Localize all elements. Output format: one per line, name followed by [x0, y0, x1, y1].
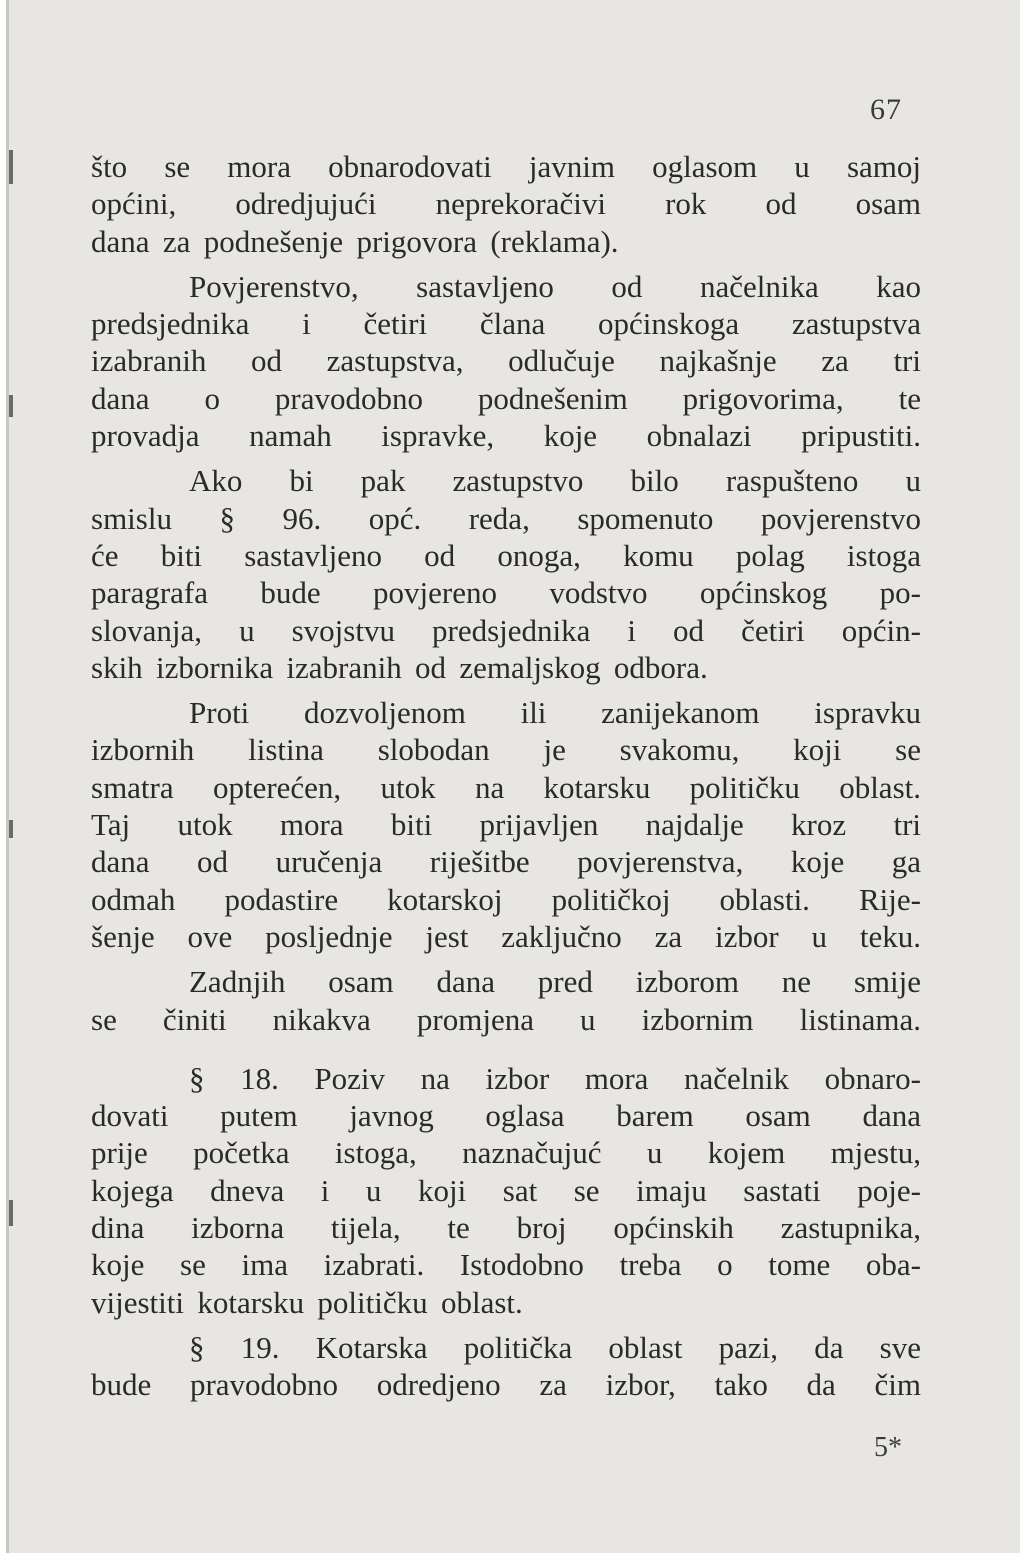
text-line: koje se ima izabrati. Istodobno treba o tome oba-	[91, 1247, 921, 1283]
text-line: Povjerenstvo, sastavljeno od načelnika kao	[189, 268, 921, 304]
book-page	[6, 0, 1020, 1553]
text-line: smislu § 96. opć. reda, spomenuto povjerenstvo	[91, 500, 921, 536]
text-line: izabranih od zastupstva, odlučuje najkašnje za tri	[91, 343, 921, 379]
text-line: Zadnjih osam dana pred izborom ne smije	[189, 964, 921, 1000]
text-line: kojega dneva i u koji sat se imaju sastati poje-	[91, 1172, 921, 1208]
text-line: smatra opterećen, utok na kotarsku političku oblast.	[91, 769, 921, 805]
text-line: što se mora obnarodovati javnim oglasom u samoj	[91, 149, 921, 184]
text-line: izbornih listina slobodan je svakomu, koji se	[91, 732, 921, 768]
page-edge-mark	[9, 395, 13, 417]
page-number: 67	[870, 93, 902, 126]
page-edge-mark	[9, 820, 13, 838]
text-line: Taj utok mora biti prijavljen najdalje kroz tri	[91, 807, 921, 843]
section-18	[91, 1060, 921, 1321]
text-line: provadja namah ispravke, koje obnalazi pripustiti.	[91, 418, 921, 454]
paragraph-4	[91, 694, 921, 955]
text-line: § 18. Poziv na izbor mora načelnik obnaro-	[189, 1060, 921, 1096]
page-edge-mark	[9, 1200, 13, 1226]
text-line: dana od uručenja riješitbe povjerenstva, koje ga	[91, 844, 921, 880]
text-line: šenje ove posljednje jest zaključno za izbor u teku.	[91, 918, 921, 954]
text-line: će biti sastavljeno od onoga, komu polag istoga	[91, 537, 921, 573]
text-line: dina izborna tijela, te broj općinskih zastupnika,	[91, 1210, 921, 1246]
text-line: slovanja, u svojstvu predsjednika i od četiri općin-	[91, 612, 921, 648]
text-line: vijestiti kotarsku političku oblast.	[91, 1284, 523, 1320]
text-line: bude pravodobno odredjeno za izbor, tako da čim	[91, 1367, 921, 1403]
text-line: općini, odredjujući neprekoračivi rok od osam	[91, 186, 921, 222]
paragraph-3	[91, 462, 921, 686]
text-line: dovati putem javnog oglasa barem osam dana	[91, 1098, 921, 1134]
text-line: prije početka istoga, naznačujuć u kojem mjestu,	[91, 1135, 921, 1171]
text-line: paragrafa bude povjereno vodstvo općinskog po-	[91, 575, 921, 611]
paragraph-1	[91, 148, 921, 260]
text-line: skih izbornika izabranih od zemaljskog odbora.	[91, 649, 708, 685]
section-19	[91, 1329, 921, 1404]
text-line: § 19. Kotarska politička oblast pazi, da sve	[189, 1329, 921, 1365]
text-line: se činiti nikakva promjena u izbornim listinama.	[91, 1001, 921, 1037]
signature-mark: 5*	[874, 1432, 902, 1463]
text-line: Ako bi pak zastupstvo bilo raspušteno u	[189, 463, 921, 499]
paragraph-2	[91, 268, 921, 454]
body-text	[91, 148, 921, 1404]
text-line: predsjednika i četiri člana općinskoga zastupstva	[91, 306, 921, 342]
text-line: dana za podnešenje prigovora (reklama).	[91, 223, 619, 259]
text-line: Proti dozvoljenom ili zanijekanom ispravku	[189, 695, 921, 731]
page-edge-mark	[9, 150, 13, 184]
text-line: odmah podastire kotarskoj političkoj oblasti. Rije-	[91, 881, 921, 917]
text-line: dana o pravodobno podnešenim prigovorima, te	[91, 380, 921, 416]
paragraph-5	[91, 963, 921, 1038]
